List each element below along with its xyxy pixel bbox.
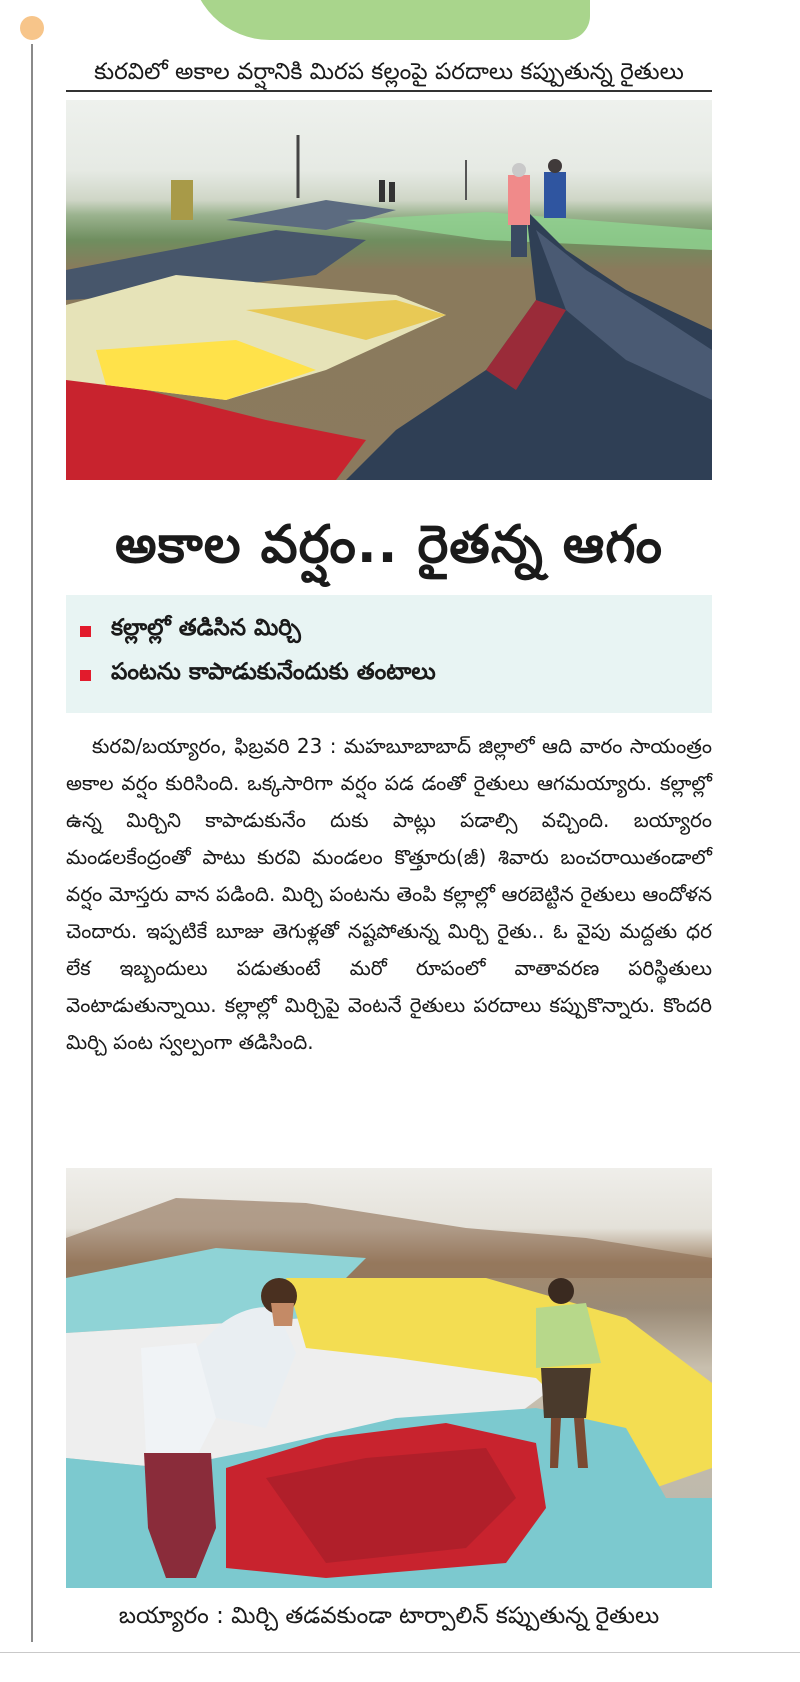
decorative-tab [190,0,590,40]
top-photo-caption: కురవిలో అకాల వర్షానికి మిరప కల్లంపై పరదాలు కప్పుతున్న రైతులు [66,56,712,92]
article-paragraph: కురవి/బయ్యారం, ఫిబ్రవరి 23 : మహబూబాబాద్ జిల్లాలో ఆది వారం సాయంత్రం అకాల వర్షం కురిసింది. ఒక్కసారిగా వర్షం పడ డంతో రైతులు ఆగమయ్యారు. కల్లాల్లో ఉన్న మిర్చిని కాపాడుకునేం దుకు పాట్లు పడాల్సి వచ్చింది. బయ్యారం మండలకేంద్రంతో పాటు కురవి మండలం కొత్తూరు(జీ) శివారు బంచరాయితండాలో వర్షం మోస్తరు వాన పడింది. మిర్చి పంటను తెంపి కల్లాల్లో ఆరబెట్టిన రైతులు ఆందోళన చెందారు. ఇప్పటికే బూజు తెగుళ్లతో నష్టపోతున్న మిర్చి రైతు.. ఓ వైపు మద్దతు ధర లేక ఇబ్బందులు పడుతుంటే మరో రూపంలో వాతావరణ పరిస్థితులు వెంటాడుతున్నాయి. కల్లాల్లో మిర్చిపై వెంటనే రైతులు పరదాలు కప్పుకొన్నారు. కొందరి మిర్చి పంట స్వల్పంగా తడిసింది. [66,734,712,1054]
column-rule [31,44,33,1642]
page-divider [0,1652,800,1653]
highlight-text: కల్లాల్లో తడిసిన మిర్చి [111,615,301,641]
bottom-photo-caption: బయ్యారం : మిర్చి తడవకుండా టార్పాలిన్ కప్పుతున్న రైతులు [118,1603,660,1629]
decorative-dot [20,16,44,40]
highlight-item [66,653,712,697]
article-body [66,728,712,1061]
headline: అకాల వర్షం.. రైతన్న ఆగం [115,515,663,575]
highlights-box [66,595,712,713]
square-bullet-icon [80,670,91,681]
highlight-item [66,609,712,653]
square-bullet-icon [80,626,91,637]
photo-farmers-tarpaulin-over-chillies [66,1168,712,1588]
photo-farmers-covering-chilli-field [66,100,712,480]
highlight-text: పంటను కాపాడుకునేందుకు తంటాలు [111,659,436,685]
